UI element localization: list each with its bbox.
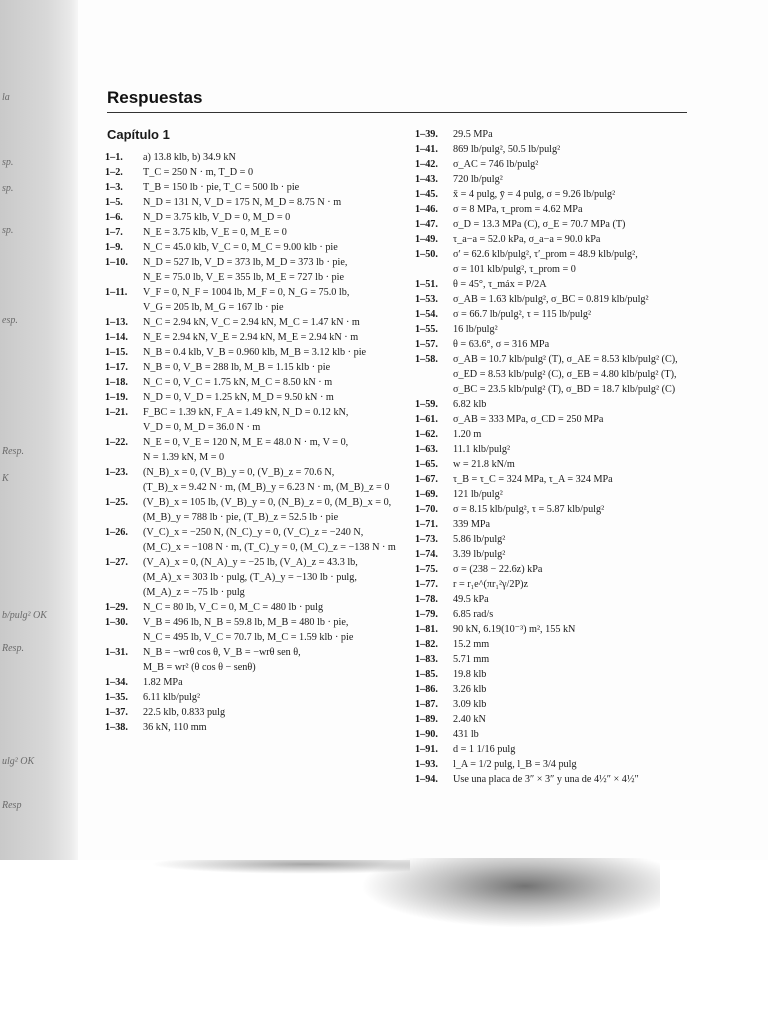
problem-number: 1–38.: [105, 722, 128, 733]
answer-entry: [105, 675, 410, 690]
problem-number: 1–65.: [415, 459, 438, 470]
answer-text: 339 MPa: [453, 519, 491, 530]
margin-fragment: sp.: [2, 183, 14, 194]
answer-text: 3.26 klb: [453, 684, 487, 695]
problem-number: 1–19.: [105, 392, 128, 403]
answer-text: τ_a−a = 52.0 kPa, σ_a−a = 90.0 kPa: [453, 234, 601, 245]
answer-entry: [105, 240, 410, 255]
margin-fragment: Resp.: [2, 643, 24, 654]
answer-text: T_B = 150 lb · pie, T_C = 500 lb · pie: [143, 182, 300, 193]
answer-entry: [415, 187, 715, 202]
answer-entry: [415, 727, 715, 742]
problem-number: 1–73.: [415, 534, 438, 545]
answer-text: σ = (238 − 22.6z) kPa: [453, 564, 543, 575]
answer-text: V_D = 0, M_D = 36.0 N · m: [143, 422, 261, 433]
problem-number: 1–31.: [105, 647, 128, 658]
answer-entry: [415, 232, 715, 247]
answer-text: θ = 63.6°, σ = 316 MPa: [453, 339, 550, 350]
answer-text: σ_AC = 746 lb/pulg²: [453, 159, 539, 170]
answer-text: F_BC = 1.39 kN, F_A = 1.49 kN, N_D = 0.12 kN,: [143, 407, 349, 418]
answer-text: θ = 45°, τ_máx = P/2A: [453, 279, 547, 290]
answer-text: N_E = 3.75 klb, V_E = 0, M_E = 0: [143, 227, 287, 238]
problem-number: 1–27.: [105, 557, 128, 568]
problem-number: 1–1.: [105, 152, 123, 163]
answer-entry: [105, 180, 410, 195]
answer-entry: [415, 397, 715, 412]
answer-text: l_A = 1/2 pulg, l_B = 3/4 pulg: [453, 759, 577, 770]
problem-number: 1–77.: [415, 579, 438, 590]
answer-entry: [415, 577, 715, 592]
problem-number: 1–3.: [105, 182, 123, 193]
problem-number: 1–26.: [105, 527, 128, 538]
answer-text: N = 1.39 kN, M = 0: [143, 452, 225, 463]
answer-entry: [415, 487, 715, 502]
answer-text: 5.86 lb/pulg²: [453, 534, 506, 545]
answer-text: 16 lb/pulg²: [453, 324, 498, 335]
answer-text: (V_B)_x = 105 lb, (V_B)_y = 0, (N_B)_z = 0, (M_B)_x = 0,: [143, 497, 392, 508]
problem-number: 1–69.: [415, 489, 438, 500]
answer-entry: [105, 600, 410, 615]
answer-text: N_D = 131 N, V_D = 175 N, M_D = 8.75 N · m: [143, 197, 342, 208]
answer-text: (M_C)_x = −108 N · m, (T_C)_y = 0, (M_C)_z = −138 N · m: [143, 542, 396, 553]
answer-text: N_B = 0, V_B = 288 lb, M_B = 1.15 klb · pie: [143, 362, 331, 373]
problem-number: 1–34.: [105, 677, 128, 688]
answer-text: N_D = 0, V_D = 1.25 kN, M_D = 9.50 kN · m: [143, 392, 334, 403]
answer-entry: [105, 225, 410, 240]
answer-text: τ_B = τ_C = 324 MPa, τ_A = 324 MPa: [453, 474, 613, 485]
answer-text: (T_B)_x = 9.42 N · m, (M_B)_y = 6.23 N · m, (M_B)_z = 0: [143, 482, 390, 493]
answer-text: (M_B)_y = 788 lb · pie, (T_B)_z = 52.5 lb · pie: [143, 512, 339, 523]
answer-entry: [105, 390, 410, 405]
problem-number: 1–7.: [105, 227, 123, 238]
answer-text: σ_BC = 23.5 klb/pulg² (T), σ_BD = 18.7 klb/pulg² (C): [453, 384, 676, 395]
problem-number: 1–82.: [415, 639, 438, 650]
answer-text: 121 lb/pulg²: [453, 489, 503, 500]
answer-entry: [415, 442, 715, 457]
answer-text: 720 lb/pulg²: [453, 174, 503, 185]
problem-number: 1–53.: [415, 294, 438, 305]
answer-text: 22.5 klb, 0.833 pulg: [143, 707, 226, 718]
answer-entry: [415, 502, 715, 517]
problem-number: 1–59.: [415, 399, 438, 410]
margin-fragment: ulg² OK: [2, 756, 35, 767]
answer-entry: [415, 682, 715, 697]
answer-entry: [105, 330, 410, 345]
answer-text: 1.20 m: [453, 429, 482, 440]
answer-text: a) 13.8 klb, b) 34.9 kN: [143, 152, 236, 163]
problem-number: 1–91.: [415, 744, 438, 755]
answer-entry: [105, 555, 410, 600]
answer-text: 431 lb: [453, 729, 479, 740]
answer-text: T_C = 250 N · m, T_D = 0: [143, 167, 254, 178]
answer-entry: [415, 517, 715, 532]
answer-entry: [415, 457, 715, 472]
problem-number: 1–46.: [415, 204, 438, 215]
answer-entry: [415, 277, 715, 292]
answer-text: N_B = 0.4 klb, V_B = 0.960 klb, M_B = 3.12 klb · pie: [143, 347, 367, 358]
answer-entry: [105, 375, 410, 390]
problem-number: 1–78.: [415, 594, 438, 605]
answer-text: σ_ED = 8.53 klb/pulg² (C), σ_EB = 4.80 klb/pulg² (T),: [453, 369, 677, 380]
answer-entry: [105, 405, 410, 435]
answer-text: N_E = 75.0 lb, V_E = 355 lb, M_E = 727 lb · pie: [143, 272, 344, 283]
answer-entry: [415, 337, 715, 352]
answer-text: (V_C)_x = −250 N, (N_C)_y = 0, (V_C)_z = −240 N,: [143, 527, 364, 538]
answer-entry: [415, 157, 715, 172]
answer-entry: [415, 142, 715, 157]
answer-text: d = 1 1/16 pulg: [453, 744, 516, 755]
answer-entry: [415, 547, 715, 562]
answer-text: 5.71 mm: [453, 654, 490, 665]
answer-entry: [415, 472, 715, 487]
answer-text: 29.5 MPa: [453, 129, 493, 140]
answer-entry: [105, 165, 410, 180]
problem-number: 1–5.: [105, 197, 123, 208]
problem-number: 1–62.: [415, 429, 438, 440]
answer-entry: [415, 637, 715, 652]
problem-number: 1–43.: [415, 174, 438, 185]
problem-number: 1–35.: [105, 692, 128, 703]
answer-text: 36 kN, 110 mm: [143, 722, 207, 733]
problem-number: 1–57.: [415, 339, 438, 350]
problem-number: 1–42.: [415, 159, 438, 170]
answer-text: V_B = 496 lb, N_B = 59.8 lb, M_B = 480 lb · pie,: [143, 617, 349, 628]
answer-entry: [415, 622, 715, 637]
answer-text: (N_B)_x = 0, (V_B)_y = 0, (V_B)_z = 70.6 N,: [143, 467, 335, 478]
answer-text: 3.39 lb/pulg²: [453, 549, 506, 560]
answer-text: x̄ = 4 pulg, ȳ = 4 pulg, σ = 9.26 lb/pulg²: [453, 189, 616, 200]
answer-text: 19.8 klb: [453, 669, 487, 680]
answer-text: (M_A)_x = 303 lb · pulg, (T_A)_y = −130 lb · pulg,: [143, 572, 357, 583]
answer-entry: [415, 652, 715, 667]
answer-text: N_D = 3.75 klb, V_D = 0, M_D = 0: [143, 212, 291, 223]
answer-text: r = r₁e^(πr₁²γ/2P)z: [453, 579, 529, 590]
answer-text: 49.5 kPa: [453, 594, 489, 605]
answer-entry: [105, 615, 410, 645]
problem-number: 1–29.: [105, 602, 128, 613]
margin-fragment: sp.: [2, 225, 14, 236]
problem-number: 1–74.: [415, 549, 438, 560]
answer-text: σ = 8.15 klb/pulg², τ = 5.87 klb/pulg²: [453, 504, 605, 515]
problem-number: 1–87.: [415, 699, 438, 710]
problem-number: 1–49.: [415, 234, 438, 245]
answer-text: N_C = 45.0 klb, V_C = 0, M_C = 9.00 klb · pie: [143, 242, 338, 253]
answer-text: 11.1 klb/pulg²: [453, 444, 511, 455]
answer-text: w = 21.8 kN/m: [453, 459, 515, 470]
problem-number: 1–10.: [105, 257, 128, 268]
margin-fragment: sp.: [2, 157, 14, 168]
answer-text: 6.11 klb/pulg²: [143, 692, 201, 703]
problem-number: 1–83.: [415, 654, 438, 665]
answer-text: σ_AB = 1.63 klb/pulg², σ_BC = 0.819 klb/pulg²: [453, 294, 649, 305]
problem-number: 1–17.: [105, 362, 128, 373]
problem-number: 1–50.: [415, 249, 438, 260]
problem-number: 1–71.: [415, 519, 438, 530]
answer-text: σ_D = 13.3 MPa (C), σ_E = 70.7 MPa (T): [453, 219, 626, 230]
problem-number: 1–93.: [415, 759, 438, 770]
answer-entry: [105, 285, 410, 315]
problem-number: 1–70.: [415, 504, 438, 515]
problem-number: 1–85.: [415, 669, 438, 680]
page-shadow: [360, 858, 660, 928]
answer-entry: [415, 247, 715, 277]
problem-number: 1–9.: [105, 242, 123, 253]
answer-text: 869 lb/pulg², 50.5 lb/pulg²: [453, 144, 561, 155]
answer-text: V_G = 205 lb, M_G = 167 lb · pie: [143, 302, 284, 313]
answer-text: σ′ = 62.6 klb/pulg², τ′_prom = 48.9 klb/pulg²,: [453, 249, 638, 260]
answer-text: 6.85 rad/s: [453, 609, 494, 620]
answer-text: N_C = 0, V_C = 1.75 kN, M_C = 8.50 kN · m: [143, 377, 333, 388]
answer-entry: [105, 360, 410, 375]
answer-text: 1.82 MPa: [143, 677, 183, 688]
problem-number: 1–67.: [415, 474, 438, 485]
answer-entry: [415, 772, 715, 787]
problem-number: 1–2.: [105, 167, 123, 178]
problem-number: 1–14.: [105, 332, 128, 343]
answer-text: σ = 101 klb/pulg², τ_prom = 0: [453, 264, 576, 275]
answer-text: N_E = 0, V_E = 120 N, M_E = 48.0 N · m, V = 0,: [143, 437, 349, 448]
answer-entry: [415, 592, 715, 607]
answer-entry: [415, 352, 715, 397]
problem-number: 1–6.: [105, 212, 123, 223]
answer-text: N_B = −wrθ cos θ, V_B = −wrθ sen θ,: [143, 647, 301, 658]
problem-number: 1–30.: [105, 617, 128, 628]
answer-text: (M_A)_z = −75 lb · pulg: [143, 587, 245, 598]
answer-entry: [105, 345, 410, 360]
answer-entry: [415, 292, 715, 307]
answer-text: V_F = 0, N_F = 1004 lb, M_F = 0, N_G = 75.0 lb,: [143, 287, 350, 298]
problem-number: 1–15.: [105, 347, 128, 358]
problem-number: 1–41.: [415, 144, 438, 155]
page-title: Respuestas: [107, 88, 203, 107]
answer-entry: [415, 607, 715, 622]
problem-number: 1–94.: [415, 774, 438, 785]
answer-text: N_E = 2.94 kN, V_E = 2.94 kN, M_E = 2.94 kN · m: [143, 332, 359, 343]
answer-text: 90 kN, 6.19(10⁻³) m², 155 kN: [453, 624, 576, 635]
answers-column-left: [105, 150, 410, 735]
problem-number: 1–37.: [105, 707, 128, 718]
problem-number: 1–55.: [415, 324, 438, 335]
answer-entry: [415, 217, 715, 232]
answer-entry: [105, 465, 410, 495]
problem-number: 1–47.: [415, 219, 438, 230]
chapter-heading: Capítulo 1: [107, 127, 170, 142]
answer-entry: [415, 412, 715, 427]
problem-number: 1–21.: [105, 407, 128, 418]
margin-fragment: esp.: [2, 315, 18, 326]
problem-number: 1–79.: [415, 609, 438, 620]
answer-entry: [105, 150, 410, 165]
answer-entry: [105, 210, 410, 225]
problem-number: 1–22.: [105, 437, 128, 448]
title-rule: [107, 112, 687, 113]
problem-number: 1–86.: [415, 684, 438, 695]
margin-fragment: Resp.: [2, 446, 24, 457]
answer-entry: [415, 562, 715, 577]
problem-number: 1–45.: [415, 189, 438, 200]
problem-number: 1–90.: [415, 729, 438, 740]
answer-entry: [105, 495, 410, 525]
answer-entry: [105, 705, 410, 720]
answer-entry: [105, 195, 410, 210]
answer-entry: [105, 690, 410, 705]
margin-fragment: Resp: [2, 800, 22, 811]
problem-number: 1–51.: [415, 279, 438, 290]
answer-entry: [415, 427, 715, 442]
answer-text: N_D = 527 lb, V_D = 373 lb, M_D = 373 lb · pie,: [143, 257, 348, 268]
answer-text: 6.82 klb: [453, 399, 487, 410]
answer-entry: [415, 172, 715, 187]
answer-text: σ_AB = 333 MPa, σ_CD = 250 MPa: [453, 414, 604, 425]
answer-text: 15.2 mm: [453, 639, 490, 650]
answer-text: N_C = 495 lb, V_C = 70.7 lb, M_C = 1.59 klb · pie: [143, 632, 354, 643]
answer-text: Use una placa de 3″ × 3″ y una de 4½″ × 4½″: [453, 774, 639, 785]
answer-entry: [105, 645, 410, 675]
answer-entry: [105, 255, 410, 285]
margin-fragment: la: [2, 92, 10, 103]
problem-number: 1–58.: [415, 354, 438, 365]
answer-entry: [415, 742, 715, 757]
margin-fragment: K: [2, 473, 9, 484]
answer-text: N_C = 80 lb, V_C = 0, M_C = 480 lb · pulg: [143, 602, 324, 613]
problem-number: 1–61.: [415, 414, 438, 425]
answer-text: M_B = wr² (θ cos θ − senθ): [143, 662, 256, 673]
problem-number: 1–23.: [105, 467, 128, 478]
answer-entry: [105, 720, 410, 735]
answer-text: N_C = 2.94 kN, V_C = 2.94 kN, M_C = 1.47 kN · m: [143, 317, 360, 328]
answer-entry: [105, 525, 410, 555]
answer-text: σ = 8 MPa, τ_prom = 4.62 MPa: [453, 204, 583, 215]
problem-number: 1–13.: [105, 317, 128, 328]
answers-column-right: [415, 127, 715, 787]
answer-entry: [415, 712, 715, 727]
problem-number: 1–63.: [415, 444, 438, 455]
problem-number: 1–89.: [415, 714, 438, 725]
answer-entry: [415, 667, 715, 682]
problem-number: 1–39.: [415, 129, 438, 140]
answer-text: σ_AB = 10.7 klb/pulg² (T), σ_AE = 8.53 klb/pulg² (C),: [453, 354, 678, 365]
problem-number: 1–18.: [105, 377, 128, 388]
answer-text: 2.40 kN: [453, 714, 486, 725]
answer-entry: [105, 315, 410, 330]
answer-entry: [415, 532, 715, 547]
problem-number: 1–81.: [415, 624, 438, 635]
answer-entry: [415, 202, 715, 217]
answer-entry: [415, 757, 715, 772]
answer-entry: [415, 697, 715, 712]
answer-entry: [415, 307, 715, 322]
problem-number: 1–11.: [105, 287, 128, 298]
problem-number: 1–25.: [105, 497, 128, 508]
answer-entry: [415, 322, 715, 337]
margin-fragment: b/pulg² OK: [2, 610, 47, 621]
answer-text: 3.09 klb: [453, 699, 487, 710]
answer-entry: [105, 435, 410, 465]
problem-number: 1–54.: [415, 309, 438, 320]
problem-number: 1–75.: [415, 564, 438, 575]
answer-text: (V_A)_x = 0, (N_A)_y = −25 lb, (V_A)_z = 43.3 lb,: [143, 557, 358, 568]
answer-text: σ = 66.7 lb/pulg², τ = 115 lb/pulg²: [453, 309, 592, 320]
answer-entry: [415, 127, 715, 142]
